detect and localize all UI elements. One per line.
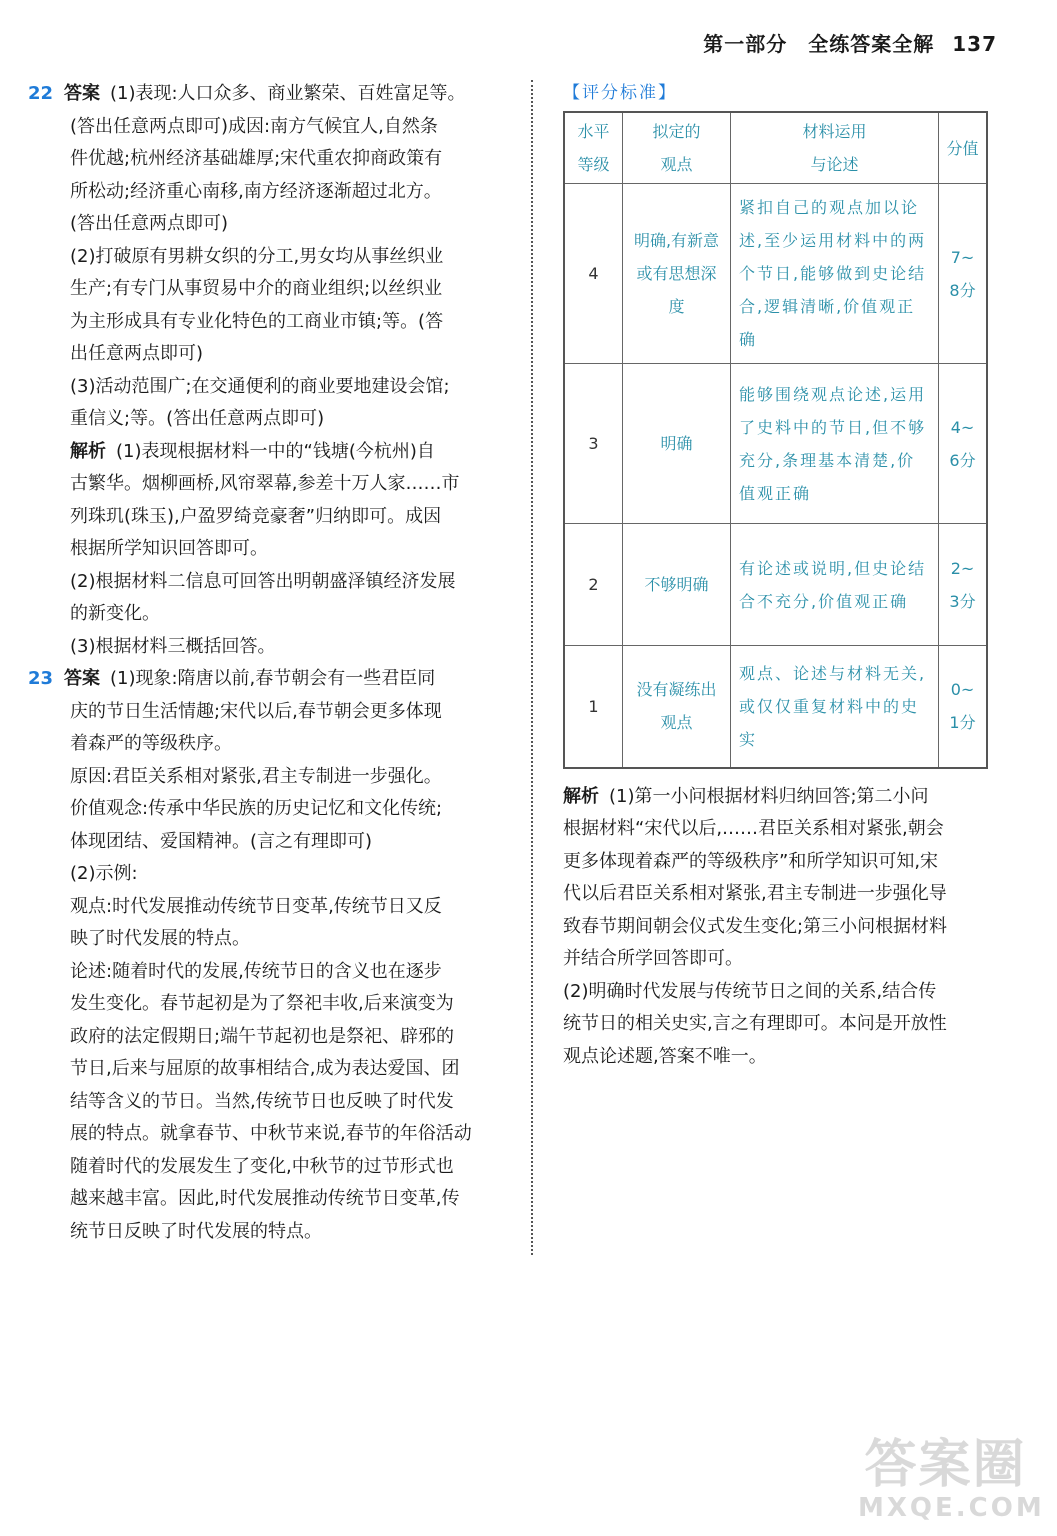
q23-answer-line: 体现团结、爱国精神。(言之有理即可) <box>70 830 373 852</box>
q23-answer-label: 答案 <box>64 668 100 689</box>
q22-analysis-first-line <box>30 436 515 469</box>
header-argument: 材料运用 与论述 <box>731 112 939 184</box>
row-argument: 能够围绕观点论述,运用了史料中的节日,但不够充分,条理基本清楚,价值观正确 <box>731 364 939 524</box>
q22-analysis-line: (1)表现根据材料一中的“钱塘(今杭州)自 <box>116 440 435 462</box>
q23-answer-line: 观点:时代发展推动传统节日变革,传统节日又反 <box>70 895 442 917</box>
header-view: 拟定的 观点 <box>623 112 731 184</box>
q23-analysis-line: 统节日的相关史实,言之有理即可。本问是开放性 <box>563 1013 947 1034</box>
q23-analysis-line: 更多体现着森严的等级秩序”和所学知识可知,宋 <box>563 850 939 872</box>
q23-analysis <box>563 781 1013 1074</box>
q23-answer-line: 价值观念:传承中华民族的历史记忆和文化传统; <box>70 798 443 819</box>
q23-analysis-first-line <box>563 781 1013 814</box>
row-score: 2~ 3分 <box>939 524 988 646</box>
q23-answer-line: 发生变化。春节起初是为了祭祀丰收,后来演变为 <box>70 993 454 1014</box>
q23-answer-line: 庆的节日生活情趣;宋代以后,春节朝会更多体现 <box>70 700 442 722</box>
column-divider <box>531 80 533 1255</box>
q23-answer-line: 政府的法定假期日;端午节起初也是祭祀、辟邪的 <box>70 1025 455 1047</box>
row-level: 1 <box>564 646 623 768</box>
table-row <box>564 524 987 646</box>
page-header <box>703 28 997 57</box>
page-number: 137 <box>952 32 997 56</box>
q22-answer-label: 答案 <box>64 83 100 104</box>
q23-answer-line: (2)示例: <box>70 863 138 884</box>
q22-number: 22 <box>28 83 54 104</box>
row-level: 4 <box>564 184 623 364</box>
watermark-top: 答案圈 <box>864 1435 1027 1495</box>
q23-number: 23 <box>28 668 54 689</box>
q22-answer-line: (答出任意两点即可)成因:南方气候宜人,自然条 <box>70 115 438 137</box>
right-column <box>563 78 1013 1073</box>
q22-answer-line: (2)打破原有男耕女织的分工,男女均从事丝织业 <box>70 245 444 267</box>
q23-answer-line: 着森严的等级秩序。 <box>70 733 232 754</box>
q23-answer-line: 结等含义的节日。当然,传统节日也反映了时代发 <box>70 1090 454 1112</box>
q23-answer-line: 论述:随着时代的发展,传统节日的含义也在逐步 <box>70 960 442 982</box>
q23-analysis-line: 代以后君臣关系相对紧张,君主专制进一步强化导 <box>563 883 947 904</box>
row-level: 3 <box>564 364 623 524</box>
q22-analysis-line: (3)根据材料三概括回答。 <box>70 635 276 657</box>
q22-answer-line: (1)表现:人口众多、商业繁荣、百姓富足等。 <box>110 83 466 104</box>
q22-block <box>30 78 515 663</box>
q23-analysis-line: 观点论述题,答案不唯一。 <box>563 1045 767 1067</box>
q22-answer-line: 为主形成具有专业化特色的工商业市镇;等。(答 <box>70 310 444 332</box>
header-level: 水平 等级 <box>564 112 623 184</box>
q22-answer-line: 重信义;等。(答出任意两点即可) <box>70 408 325 429</box>
q22-answer-line: (3)活动范围广;在交通便利的商业要地建设会馆; <box>70 375 450 397</box>
q23-answer-line: 原因:君臣关系相对紧张,君主专制进一步强化。 <box>70 765 442 787</box>
header-section: 第一部分 全练答案全解 <box>703 32 935 56</box>
q22-analysis-line: 列珠玑(珠玉),户盈罗绮竞豪奢”归纳即可。成因 <box>70 505 442 527</box>
criteria-title: 【评分标准】 <box>563 83 677 103</box>
q22-analysis-label: 解析 <box>70 440 106 462</box>
row-view: 不够明确 <box>623 524 731 646</box>
q23-answer-line: 展的特点。就拿春节、中秋节来说,春节的年俗活动 <box>70 1123 472 1144</box>
table-row <box>564 646 987 768</box>
q23-answer-line: 统节日反映了时代发展的特点。 <box>70 1220 322 1242</box>
q23-answer-line: 映了时代发展的特点。 <box>70 928 250 949</box>
q23-analysis-label: 解析 <box>563 785 599 807</box>
row-argument: 观点、论述与材料无关,或仅仅重复材料中的史实 <box>731 646 939 768</box>
table-header-row <box>564 112 987 184</box>
q23-answer-line: 随着时代的发展发生了变化,中秋节的过节形式也 <box>70 1155 454 1177</box>
q22-answer-line: 所松动;经济重心南移,南方经济逐渐超过北方。 <box>70 180 442 202</box>
row-view: 明确,有新意或有思想深度 <box>623 184 731 364</box>
q23-block <box>30 663 515 1248</box>
row-level: 2 <box>564 524 623 646</box>
row-view: 明确 <box>623 364 731 524</box>
q22-answer-line: 件优越;杭州经济基础雄厚;宋代重农抑商政策有 <box>70 148 443 169</box>
q23-answer-line: 越来越丰富。因此,时代发展推动传统节日变革,传 <box>70 1188 460 1209</box>
q22-answer-line: (答出任意两点即可) <box>70 213 229 234</box>
row-score: 4~ 6分 <box>939 364 988 524</box>
q22-answer-first-line <box>30 78 515 111</box>
watermark-logo <box>858 1435 1045 1526</box>
q23-analysis-line: (1)第一小问根据材料归纳回答;第二小问 <box>609 785 929 807</box>
table-row <box>564 184 987 364</box>
q23-analysis-line: 并结合所学回答即可。 <box>563 948 743 969</box>
scoring-rubric-table <box>563 111 988 769</box>
q22-analysis-line: 古繁华。烟柳画桥,风帘翠幕,参差十万人家……市 <box>70 473 460 494</box>
q22-analysis-line: 根据所学知识回答即可。 <box>70 538 268 559</box>
q23-answer-line: 节日,后来与屈原的故事相结合,成为表达爱国、团 <box>70 1058 460 1079</box>
row-score: 7~ 8分 <box>939 184 988 364</box>
header-score: 分值 <box>939 112 988 184</box>
q23-analysis-line: 致春节期间朝会仪式发生变化;第三小问根据材料 <box>563 915 948 937</box>
row-argument: 紧扣自己的观点加以论述,至少运用材料中的两个节日,能够做到史论结合,逻辑清晰,价值观正确 <box>731 184 939 364</box>
q22-answer-line: 生产;有专门从事贸易中介的商业组织;以丝织业 <box>70 278 443 299</box>
q23-analysis-line: (2)明确时代发展与传统节日之间的关系,结合传 <box>563 980 937 1002</box>
watermark-bottom: MXQE.COM <box>858 1493 1045 1523</box>
q23-answer-line: (1)现象:隋唐以前,春节朝会有一些君臣同 <box>110 668 436 689</box>
row-view: 没有凝练出观点 <box>623 646 731 768</box>
table-row <box>564 364 987 524</box>
q23-answer-first-line <box>30 663 515 696</box>
left-column <box>30 78 515 1248</box>
q22-answer-line: 出任意两点即可) <box>70 343 204 364</box>
q22-analysis-line: 的新变化。 <box>70 603 160 624</box>
q22-analysis-line: (2)根据材料二信息可回答出明朝盛泽镇经济发展 <box>70 570 456 592</box>
row-score: 0~ 1分 <box>939 646 988 768</box>
row-argument: 有论述或说明,但史论结合不充分,价值观正确 <box>731 524 939 646</box>
q23-analysis-line: 根据材料“宋代以后,……君臣关系相对紧张,朝会 <box>563 818 944 839</box>
